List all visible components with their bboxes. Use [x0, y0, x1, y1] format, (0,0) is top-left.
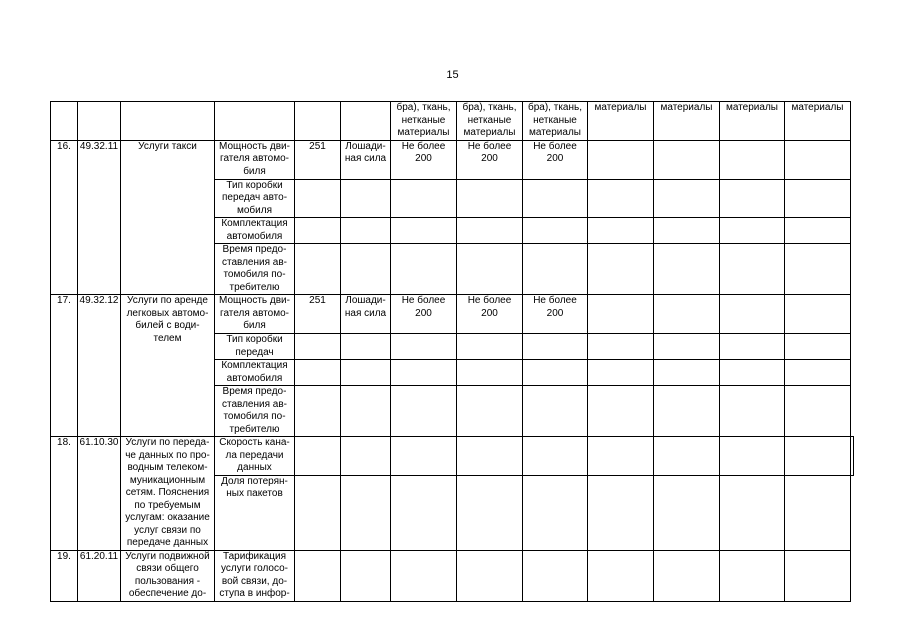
- header-cell-code: [78, 102, 121, 141]
- empty-cell: [588, 179, 654, 218]
- header-cell-unit: [341, 102, 391, 141]
- empty-cell: [588, 295, 654, 334]
- empty-cell: [654, 475, 720, 550]
- row-characteristic: Время предо- ставления ав- томобиля по- требителю: [215, 386, 295, 437]
- row-unit: Лошади- ная сила: [341, 295, 391, 334]
- empty-cell: [391, 179, 457, 218]
- row-characteristic: Тарификация услуги голосо- вой связи, до- ступа в инфор-: [215, 550, 295, 601]
- row-value: Не более 200: [391, 295, 457, 334]
- row-value: Не более 200: [523, 140, 588, 179]
- table-row: [51, 140, 854, 179]
- row-characteristic: Скорость кана- ла передачи данных: [215, 437, 295, 476]
- empty-cell: [457, 218, 523, 244]
- empty-cell: [341, 218, 391, 244]
- empty-cell: [391, 360, 457, 386]
- header-cell: материалы: [720, 102, 785, 141]
- empty-cell: [654, 179, 720, 218]
- empty-cell: [295, 179, 341, 218]
- empty-cell: [785, 386, 851, 437]
- empty-cell: [588, 140, 654, 179]
- empty-cell: [654, 386, 720, 437]
- empty-cell: [341, 360, 391, 386]
- row-value: Не более 200: [457, 140, 523, 179]
- empty-cell: [720, 550, 785, 601]
- empty-cell: [295, 244, 341, 295]
- row-characteristic: Тип коробки передач: [215, 334, 295, 360]
- empty-cell: [341, 550, 391, 601]
- empty-cell: [523, 360, 588, 386]
- empty-cell: [720, 360, 785, 386]
- empty-cell: [720, 437, 785, 476]
- row-characteristic: Мощность дви- гателя автомо- биля: [215, 295, 295, 334]
- empty-cell: [457, 437, 523, 476]
- empty-cell: [785, 550, 851, 601]
- header-cell: бра), ткань, нетканые материалы: [523, 102, 588, 141]
- empty-cell: [391, 550, 457, 601]
- row-number: 18.: [51, 437, 78, 551]
- row-characteristic: Тип коробки передач авто- мобиля: [215, 179, 295, 218]
- empty-cell: [720, 244, 785, 295]
- empty-cell: [588, 550, 654, 601]
- empty-cell: [391, 437, 457, 476]
- table-row: [51, 437, 854, 476]
- empty-cell: [523, 475, 588, 550]
- empty-cell: [341, 244, 391, 295]
- row-code: 49.32.11: [78, 140, 121, 295]
- row-characteristic: Доля потерян- ных пакетов: [215, 475, 295, 550]
- empty-cell: [720, 334, 785, 360]
- header-cell-okei: [295, 102, 341, 141]
- row-value: Не более 200: [523, 295, 588, 334]
- empty-cell: [523, 244, 588, 295]
- empty-cell: [785, 295, 851, 334]
- empty-cell: [654, 295, 720, 334]
- empty-cell: [295, 218, 341, 244]
- empty-cell: [785, 244, 851, 295]
- empty-cell: [391, 334, 457, 360]
- row-value: Не более 200: [391, 140, 457, 179]
- empty-cell: [654, 334, 720, 360]
- empty-cell: [523, 179, 588, 218]
- empty-cell: [457, 360, 523, 386]
- empty-cell: [341, 437, 391, 476]
- empty-cell: [720, 179, 785, 218]
- row-number: 16.: [51, 140, 78, 295]
- empty-cell: [588, 218, 654, 244]
- empty-cell: [785, 218, 851, 244]
- empty-cell: [341, 179, 391, 218]
- empty-cell: [588, 360, 654, 386]
- empty-cell: [457, 550, 523, 601]
- empty-cell: [523, 437, 588, 476]
- empty-cell: [720, 295, 785, 334]
- row-characteristic: Время предо- ставления ав- томобиля по- требителю: [215, 244, 295, 295]
- header-cell-number: [51, 102, 78, 141]
- table-row: [51, 295, 854, 334]
- empty-cell: [523, 334, 588, 360]
- empty-cell: [457, 386, 523, 437]
- empty-cell: [391, 244, 457, 295]
- header-cell: материалы: [654, 102, 720, 141]
- empty-cell: [588, 334, 654, 360]
- header-cell-name: [121, 102, 215, 141]
- header-cell: материалы: [588, 102, 654, 141]
- empty-cell: [295, 437, 341, 476]
- empty-cell: [785, 437, 851, 476]
- requirements-table: [50, 101, 854, 602]
- empty-cell: [654, 550, 720, 601]
- row-service-name: Услуги такси: [121, 140, 215, 295]
- header-cell: материалы: [785, 102, 851, 141]
- empty-cell: [654, 244, 720, 295]
- empty-cell: [588, 437, 654, 476]
- empty-cell: [588, 475, 654, 550]
- empty-cell: [654, 437, 720, 476]
- empty-cell: [785, 475, 851, 550]
- empty-cell: [720, 140, 785, 179]
- row-service-name: Услуги подвижной связи общего пользования - обеспечение до-: [121, 550, 215, 601]
- empty-cell: [457, 244, 523, 295]
- empty-cell: [457, 475, 523, 550]
- row-characteristic: Комплектация автомобиля: [215, 218, 295, 244]
- page-number: 15: [446, 69, 459, 81]
- empty-cell: [341, 386, 391, 437]
- header-continuation-row: [51, 102, 854, 141]
- empty-cell: [391, 475, 457, 550]
- empty-cell: [295, 475, 341, 550]
- empty-cell: [391, 218, 457, 244]
- row-number: 19.: [51, 550, 78, 601]
- empty-cell: [523, 550, 588, 601]
- empty-cell: [295, 334, 341, 360]
- header-cell-characteristic: [215, 102, 295, 141]
- header-cell: бра), ткань, нетканые материалы: [391, 102, 457, 141]
- row-code: 61.10.30: [78, 437, 121, 551]
- empty-cell: [785, 334, 851, 360]
- empty-cell: [785, 140, 851, 179]
- empty-cell: [341, 334, 391, 360]
- row-service-name: Услуги по переда- че данных по про- водным телеком- муникационным сетям. Пояснения по требуемым услугам: оказание услуг связи по передаче данных: [121, 437, 215, 551]
- empty-cell: [588, 386, 654, 437]
- empty-cell: [295, 550, 341, 601]
- empty-cell: [720, 475, 785, 550]
- table-row: [51, 550, 854, 601]
- row-number: 17.: [51, 295, 78, 437]
- empty-cell: [341, 475, 391, 550]
- empty-cell: [654, 360, 720, 386]
- header-cell: бра), ткань, нетканые материалы: [457, 102, 523, 141]
- row-code: 49.32.12: [78, 295, 121, 437]
- row-characteristic: Комплектация автомобиля: [215, 360, 295, 386]
- row-characteristic: Мощность дви- гателя автомо- биля: [215, 140, 295, 179]
- empty-cell: [457, 334, 523, 360]
- empty-cell: [295, 386, 341, 437]
- empty-cell: [720, 386, 785, 437]
- empty-cell: [523, 386, 588, 437]
- empty-cell: [654, 140, 720, 179]
- empty-cell: [295, 360, 341, 386]
- row-unit: Лошади- ная сила: [341, 140, 391, 179]
- empty-cell: [523, 218, 588, 244]
- empty-cell: [588, 244, 654, 295]
- empty-cell: [457, 179, 523, 218]
- empty-cell: [785, 179, 851, 218]
- empty-cell: [785, 360, 851, 386]
- row-service-name: Услуги по аренде легковых автомо- билей с води- телем: [121, 295, 215, 437]
- empty-cell: [391, 386, 457, 437]
- row-code: 61.20.11: [78, 550, 121, 601]
- empty-cell: [851, 437, 854, 476]
- empty-cell: [720, 218, 785, 244]
- row-okei-code: 251: [295, 295, 341, 334]
- row-value: Не более 200: [457, 295, 523, 334]
- row-okei-code: 251: [295, 140, 341, 179]
- empty-cell: [654, 218, 720, 244]
